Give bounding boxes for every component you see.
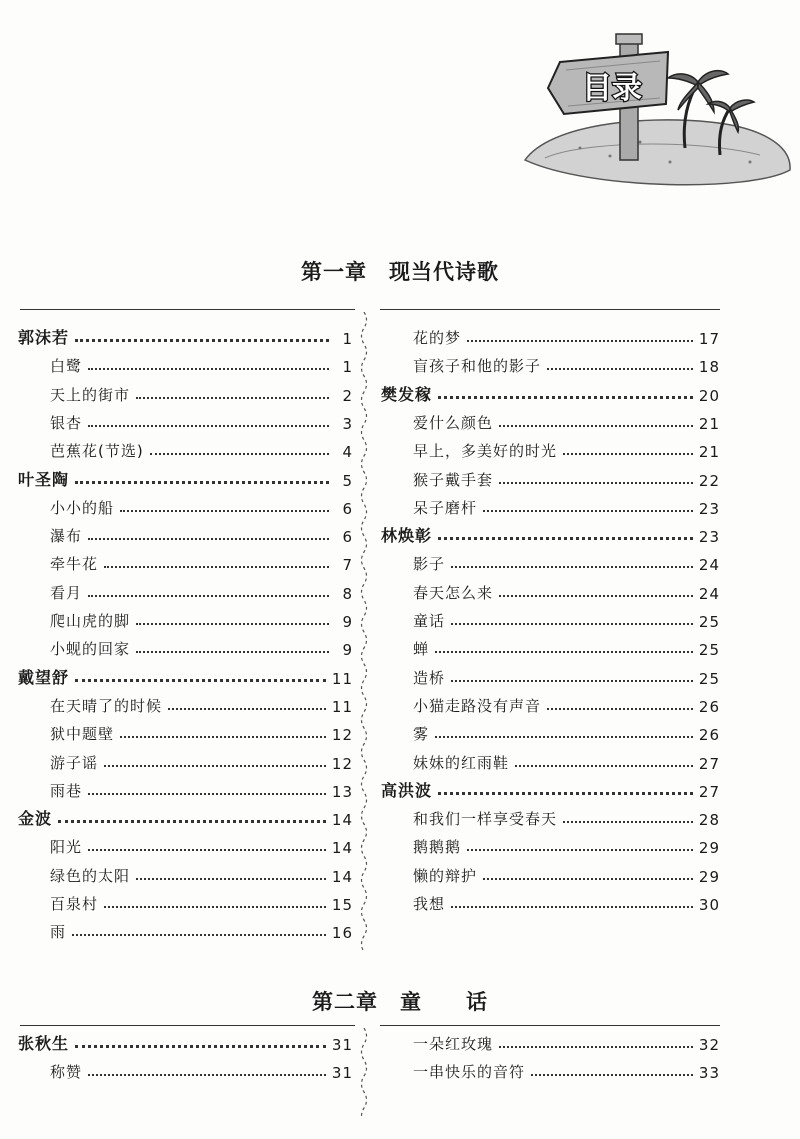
toc-work-entry[interactable]	[413, 635, 720, 659]
dot-leader	[435, 736, 693, 738]
dot-leader	[451, 566, 693, 568]
toc-work-entry[interactable]	[413, 550, 720, 574]
page-number: 12	[331, 726, 353, 745]
page-number: 11	[331, 669, 353, 688]
toc-author-entry[interactable]	[381, 522, 720, 546]
dot-leader	[483, 510, 693, 512]
page-number: 23	[698, 499, 720, 518]
page-number: 14	[331, 811, 353, 830]
chapter-2-left-rule	[20, 1025, 355, 1026]
page-number: 16	[331, 924, 353, 943]
dot-leader	[120, 510, 329, 512]
page-number: 27	[698, 782, 720, 801]
work-title: 雾	[413, 725, 430, 744]
toc-work-entry[interactable]	[413, 607, 720, 631]
chapter-1-right-rule	[380, 309, 720, 310]
toc-work-entry[interactable]	[413, 720, 720, 744]
work-title: 游子谣	[50, 753, 99, 772]
toc-work-entry[interactable]	[50, 381, 353, 405]
work-title: 称赞	[50, 1063, 83, 1082]
work-title: 在天晴了的时候	[50, 696, 163, 715]
work-title: 看月	[50, 583, 83, 602]
toc-work-entry[interactable]	[413, 324, 720, 348]
page-number: 24	[698, 556, 720, 575]
dot-leader	[136, 397, 329, 399]
dot-leader	[75, 679, 326, 682]
dot-leader	[136, 878, 326, 880]
toc-work-entry[interactable]	[50, 1058, 353, 1082]
dot-leader	[136, 623, 329, 625]
page-number: 25	[698, 641, 720, 660]
chapter-1-title: 第一章 现当代诗歌	[301, 259, 499, 284]
dot-leader	[150, 453, 329, 455]
work-title: 一串快乐的音符	[413, 1063, 526, 1082]
page-number: 9	[342, 641, 353, 660]
page-number: 4	[342, 443, 353, 462]
toc-work-entry[interactable]	[50, 522, 353, 546]
toc-work-entry[interactable]	[50, 409, 353, 433]
toc-work-entry[interactable]	[50, 579, 353, 603]
page-number: 33	[698, 1064, 720, 1083]
page-number: 9	[342, 613, 353, 631]
toc-work-entry[interactable]	[413, 890, 720, 914]
dot-leader	[563, 453, 693, 455]
page-number: 14	[331, 839, 353, 858]
dot-leader	[104, 906, 326, 908]
dot-leader	[563, 821, 693, 823]
work-title: 懒的辩护	[413, 866, 478, 885]
dot-leader	[75, 481, 329, 484]
dot-leader	[499, 425, 693, 427]
dot-leader	[120, 736, 326, 738]
dot-leader	[451, 623, 693, 625]
work-title: 影子	[413, 555, 446, 574]
toc-author-entry[interactable]	[18, 664, 353, 688]
work-title: 狱中题壁	[50, 725, 115, 744]
toc-work-entry[interactable]	[50, 749, 353, 773]
work-title: 造桥	[413, 668, 446, 687]
page-number: 25	[698, 669, 720, 688]
author-name: 金波	[18, 809, 53, 829]
work-title: 妹妹的红雨鞋	[413, 753, 510, 772]
work-title: 呆子磨杆	[413, 498, 478, 517]
page-number: 31	[331, 1064, 353, 1083]
dot-leader	[438, 396, 693, 399]
work-title: 和我们一样享受春天	[413, 810, 558, 829]
page-number: 26	[698, 726, 720, 745]
page-number: 1	[342, 330, 353, 348]
dot-leader	[547, 708, 693, 710]
work-title: 猴子戴手套	[413, 470, 494, 489]
toc-work-entry[interactable]	[413, 749, 720, 773]
page-number: 12	[331, 754, 353, 773]
work-title: 童话	[413, 612, 446, 630]
author-name: 郭沫若	[18, 328, 70, 347]
page-number: 6	[342, 528, 353, 547]
work-title: 鹅鹅鹅	[413, 838, 462, 857]
dot-leader	[451, 906, 693, 908]
toc-work-entry[interactable]	[413, 409, 720, 433]
page-number: 14	[331, 867, 353, 886]
work-title: 蝉	[413, 640, 430, 659]
dot-leader	[75, 1045, 326, 1048]
toc-work-entry[interactable]	[50, 918, 353, 942]
work-title: 一朵红玫瑰	[413, 1035, 494, 1053]
page-number: 5	[342, 471, 353, 490]
dot-leader	[75, 339, 329, 342]
dot-leader	[451, 680, 693, 682]
chapter-1-left-rule	[20, 309, 355, 310]
page-number: 21	[698, 414, 720, 433]
page-number: 6	[342, 499, 353, 518]
toc-work-entry[interactable]	[413, 862, 720, 886]
dot-leader	[136, 651, 329, 653]
dot-leader	[88, 1074, 326, 1076]
page-number: 23	[698, 528, 720, 547]
toc-work-entry[interactable]	[50, 607, 353, 631]
page-number: 17	[698, 330, 720, 348]
toc-author-entry[interactable]	[381, 777, 720, 801]
work-title: 爱什么颜色	[413, 413, 494, 432]
dot-leader	[58, 820, 326, 823]
page-number: 30	[698, 896, 720, 914]
toc-work-entry[interactable]	[413, 805, 720, 829]
work-title: 百泉村	[50, 895, 99, 913]
page-number: 27	[698, 754, 720, 773]
author-name: 樊发稼	[381, 384, 433, 404]
work-title: 盲孩子和他的影子	[413, 357, 542, 376]
toc-signpost-logo	[520, 30, 795, 190]
work-title: 雨	[50, 923, 67, 942]
toc-author-entry[interactable]	[18, 466, 353, 490]
logo-label: 目录	[582, 71, 642, 106]
dot-leader	[88, 425, 329, 427]
dot-leader	[499, 1046, 693, 1048]
work-title: 牵牛花	[50, 555, 99, 574]
work-title: 白鹭	[50, 357, 83, 376]
dot-leader	[435, 651, 693, 653]
work-title: 瀑布	[50, 527, 83, 546]
page-number: 1	[342, 358, 353, 377]
author-name: 张秋生	[18, 1034, 70, 1053]
page-number: 26	[698, 697, 720, 716]
work-title: 春天怎么来	[413, 583, 494, 602]
toc-work-entry[interactable]	[413, 579, 720, 603]
column-divider-2	[357, 1028, 371, 1118]
work-title: 银杏	[50, 413, 83, 432]
toc-work-entry[interactable]	[50, 635, 353, 659]
dot-leader	[467, 340, 693, 342]
toc-work-entry[interactable]	[50, 494, 353, 518]
dot-leader	[88, 849, 326, 851]
dot-leader	[88, 793, 326, 795]
page-number: 21	[698, 443, 720, 462]
toc-work-entry[interactable]	[50, 437, 353, 461]
work-title: 绿色的太阳	[50, 866, 131, 885]
dot-leader	[88, 368, 329, 370]
toc-work-entry[interactable]	[413, 833, 720, 857]
page-number: 8	[342, 584, 353, 603]
author-name: 林焕彰	[381, 526, 433, 546]
author-name: 高洪波	[381, 780, 433, 800]
work-title: 爬山虎的脚	[50, 612, 131, 630]
toc-work-entry[interactable]	[413, 437, 720, 461]
work-title: 小猫走路没有声音	[413, 696, 542, 715]
page-number: 32	[698, 1036, 720, 1054]
dot-leader	[499, 482, 693, 484]
page-number: 24	[698, 584, 720, 603]
toc-work-entry[interactable]	[50, 862, 353, 886]
page-number: 11	[331, 697, 353, 716]
toc-work-entry[interactable]	[413, 692, 720, 716]
page-number: 22	[698, 471, 720, 490]
page-number: 20	[698, 386, 720, 405]
dot-leader	[531, 1074, 693, 1076]
page-number: 28	[698, 811, 720, 830]
toc-work-entry[interactable]	[50, 777, 353, 801]
toc-work-entry[interactable]	[50, 890, 353, 914]
dot-leader	[515, 765, 693, 767]
dot-leader	[499, 595, 693, 597]
toc-work-entry[interactable]	[413, 494, 720, 518]
work-title: 早上，多美好的时光	[413, 442, 558, 461]
page-number: 18	[698, 358, 720, 377]
work-title: 雨巷	[50, 781, 83, 800]
work-title: 花的梦	[413, 329, 462, 347]
work-title: 小蚬的回家	[50, 640, 131, 659]
chapter-2-right-rule	[380, 1025, 720, 1026]
page-number: 15	[331, 896, 353, 914]
toc-work-entry[interactable]	[413, 664, 720, 688]
page-number: 7	[342, 556, 353, 575]
page-number: 13	[331, 782, 353, 801]
author-name: 戴望舒	[18, 667, 70, 687]
dot-leader	[104, 765, 326, 767]
page-number: 31	[331, 1036, 353, 1054]
toc-work-entry[interactable]	[50, 352, 353, 376]
toc-work-entry[interactable]	[50, 550, 353, 574]
dot-leader	[168, 708, 326, 710]
dot-leader	[467, 849, 693, 851]
dot-leader	[438, 537, 693, 540]
page-number: 2	[342, 386, 353, 405]
work-title: 芭蕉花(节选)	[50, 442, 144, 461]
dot-leader	[547, 368, 693, 370]
toc-work-entry[interactable]	[413, 1058, 720, 1082]
toc-author-entry[interactable]	[18, 1030, 353, 1054]
page-number: 29	[698, 839, 720, 858]
toc-work-entry[interactable]	[413, 466, 720, 490]
work-title: 小小的船	[50, 498, 115, 517]
dot-leader	[88, 538, 329, 540]
toc-author-entry[interactable]	[18, 805, 353, 829]
dot-leader	[72, 934, 326, 936]
page-number: 3	[342, 414, 353, 433]
work-title: 阳光	[50, 838, 83, 857]
toc-work-entry[interactable]	[50, 692, 353, 716]
dot-leader	[88, 595, 329, 597]
dot-leader	[104, 566, 329, 568]
author-name: 叶圣陶	[18, 469, 70, 489]
work-title: 天上的街市	[50, 385, 131, 404]
dot-leader	[483, 878, 693, 880]
toc-author-entry[interactable]	[381, 381, 720, 405]
dot-leader	[438, 792, 693, 795]
toc-author-entry[interactable]	[18, 324, 353, 348]
page-number: 25	[698, 613, 720, 631]
chapter-2-title: 第二章 童 话	[312, 989, 488, 1014]
toc-work-entry[interactable]	[413, 1030, 720, 1054]
toc-work-entry[interactable]	[50, 720, 353, 744]
toc-work-entry[interactable]	[413, 352, 720, 376]
work-title: 我想	[413, 895, 446, 913]
column-divider-1	[357, 312, 371, 952]
toc-work-entry[interactable]	[50, 833, 353, 857]
page-number: 29	[698, 867, 720, 886]
